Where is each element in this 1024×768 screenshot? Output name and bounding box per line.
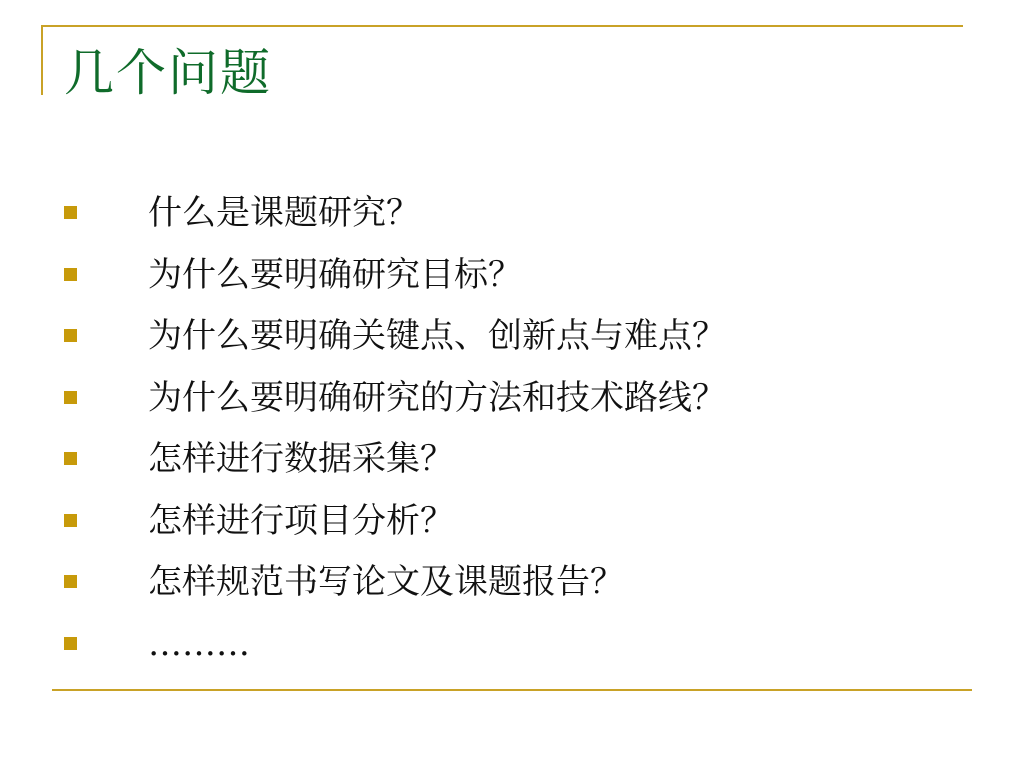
square-bullet-icon (64, 514, 77, 527)
bottom-rule (52, 689, 972, 691)
left-rule (41, 25, 43, 95)
top-rule (41, 25, 963, 27)
bullet-text: 怎样规范书写论文及课题报告？ (148, 562, 624, 602)
bullet-text: 什么是课题研究？ (148, 193, 420, 233)
bullet-item (0, 552, 1000, 614)
bullet-item (0, 183, 1000, 245)
bullet-text: 为什么要明确研究目标？ (148, 254, 522, 295)
square-bullet-icon (64, 268, 77, 281)
square-bullet-icon (64, 452, 77, 465)
bullet-text: 为什么要明确研究的方法和技术路线？ (148, 377, 726, 418)
bullet-text: 怎样进行项目分析？ (148, 500, 454, 541)
square-bullet-icon (64, 329, 77, 342)
bullet-item (0, 368, 1000, 430)
slide-title: 几个问题 (64, 44, 272, 102)
square-bullet-icon (64, 575, 77, 588)
bullet-text: 怎样进行数据采集？ (148, 439, 454, 479)
bullet-item (0, 491, 1000, 553)
bullet-item (0, 429, 1000, 491)
bullet-list (0, 183, 1000, 675)
square-bullet-icon (64, 206, 77, 219)
bullet-text: ……… (148, 623, 250, 664)
square-bullet-icon (64, 637, 77, 650)
square-bullet-icon (64, 391, 77, 404)
bullet-item (0, 614, 1000, 676)
bullet-item (0, 306, 1000, 368)
bullet-item (0, 245, 1000, 307)
bullet-text: 为什么要明确关键点、创新点与难点？ (148, 316, 726, 356)
